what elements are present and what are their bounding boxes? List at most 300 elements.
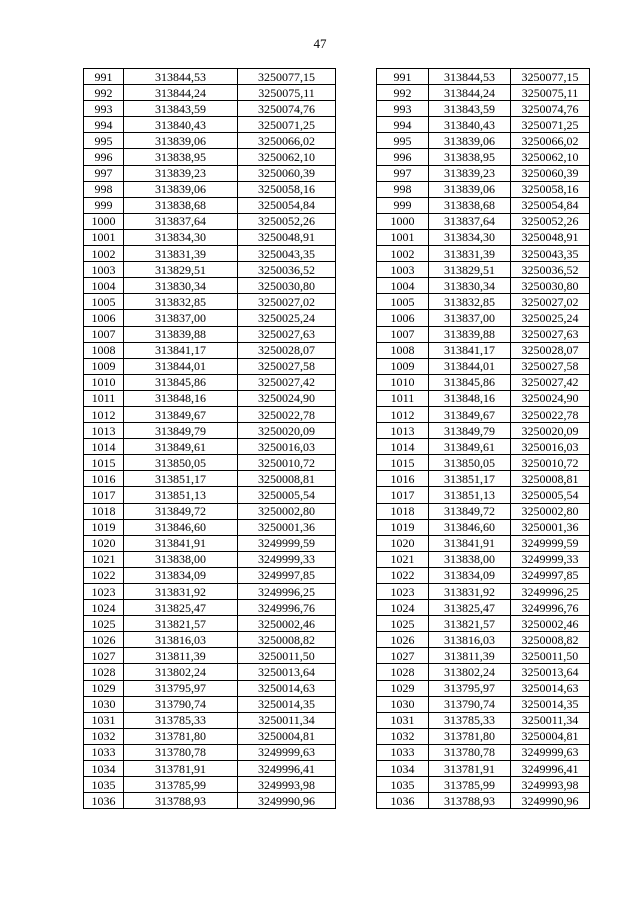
point-number-cell: 1027	[377, 648, 429, 664]
y-coordinate-cell: 3250058,16	[511, 181, 590, 197]
x-coordinate-cell: 313843,59	[429, 101, 511, 117]
y-coordinate-cell: 3250001,36	[238, 519, 336, 535]
point-number-cell: 1016	[377, 471, 429, 487]
y-coordinate-cell: 3250074,76	[238, 101, 336, 117]
y-coordinate-cell: 3250005,54	[238, 487, 336, 503]
point-number-cell: 1005	[84, 294, 124, 310]
x-coordinate-cell: 313849,72	[124, 503, 238, 519]
y-coordinate-cell: 3249997,85	[238, 567, 336, 583]
table-row	[84, 69, 336, 85]
x-coordinate-cell: 313841,91	[429, 535, 511, 551]
x-coordinate-cell: 313785,99	[124, 777, 238, 793]
table-row	[377, 246, 590, 262]
x-coordinate-cell: 313849,72	[429, 503, 511, 519]
y-coordinate-cell: 3250058,16	[238, 181, 336, 197]
table-row	[84, 503, 336, 519]
point-number-cell: 1006	[377, 310, 429, 326]
table-row	[377, 455, 590, 471]
point-number-cell: 1018	[377, 503, 429, 519]
point-number-cell: 1003	[377, 262, 429, 278]
point-number-cell: 1034	[84, 761, 124, 777]
point-number-cell: 1033	[377, 744, 429, 760]
point-number-cell: 1024	[377, 600, 429, 616]
table-row	[84, 197, 336, 213]
x-coordinate-cell: 313821,57	[124, 616, 238, 632]
y-coordinate-cell: 3250027,42	[238, 374, 336, 390]
y-coordinate-cell: 3250005,54	[511, 487, 590, 503]
point-number-cell: 1009	[84, 358, 124, 374]
table-row	[84, 567, 336, 583]
y-coordinate-cell: 3249999,59	[511, 535, 590, 551]
point-number-cell: 998	[84, 181, 124, 197]
table-row	[84, 471, 336, 487]
table-row	[377, 117, 590, 133]
y-coordinate-cell: 3250014,63	[238, 680, 336, 696]
point-number-cell: 997	[377, 165, 429, 181]
point-number-cell: 1008	[84, 342, 124, 358]
point-number-cell: 1004	[84, 278, 124, 294]
x-coordinate-cell: 313831,92	[429, 584, 511, 600]
x-coordinate-cell: 313802,24	[124, 664, 238, 680]
x-coordinate-cell: 313831,92	[124, 584, 238, 600]
table-row	[377, 487, 590, 503]
point-number-cell: 1003	[84, 262, 124, 278]
table-row	[377, 648, 590, 664]
table-row	[377, 551, 590, 567]
table-row	[377, 262, 590, 278]
table-row	[84, 664, 336, 680]
y-coordinate-cell: 3250071,25	[511, 117, 590, 133]
x-coordinate-cell: 313850,05	[124, 455, 238, 471]
point-number-cell: 1034	[377, 761, 429, 777]
y-coordinate-cell: 3250027,42	[511, 374, 590, 390]
point-number-cell: 1023	[84, 584, 124, 600]
x-coordinate-cell: 313785,33	[124, 712, 238, 728]
table-row	[84, 551, 336, 567]
y-coordinate-cell: 3250014,35	[238, 696, 336, 712]
x-coordinate-cell: 313790,74	[124, 696, 238, 712]
y-coordinate-cell: 3250011,50	[511, 648, 590, 664]
point-number-cell: 1024	[84, 600, 124, 616]
y-coordinate-cell: 3250020,09	[511, 423, 590, 439]
y-coordinate-cell: 3250027,02	[238, 294, 336, 310]
point-number-cell: 997	[84, 165, 124, 181]
x-coordinate-cell: 313838,95	[429, 149, 511, 165]
table-row	[84, 744, 336, 760]
point-number-cell: 1030	[84, 696, 124, 712]
table-row	[377, 101, 590, 117]
point-number-cell: 1026	[84, 632, 124, 648]
y-coordinate-cell: 3250043,35	[511, 246, 590, 262]
table-row	[84, 584, 336, 600]
x-coordinate-cell: 313843,59	[124, 101, 238, 117]
point-number-cell: 1022	[84, 567, 124, 583]
y-coordinate-cell: 3250011,34	[238, 712, 336, 728]
x-coordinate-cell: 313781,91	[124, 761, 238, 777]
point-number-cell: 1021	[377, 551, 429, 567]
x-coordinate-cell: 313839,06	[429, 133, 511, 149]
y-coordinate-cell: 3250008,82	[238, 632, 336, 648]
table-row	[377, 406, 590, 422]
table-row	[377, 664, 590, 680]
y-coordinate-cell: 3250054,84	[238, 197, 336, 213]
y-coordinate-cell: 3249999,33	[238, 551, 336, 567]
point-number-cell: 991	[84, 69, 124, 85]
x-coordinate-cell: 313839,06	[124, 133, 238, 149]
table-row	[84, 133, 336, 149]
point-number-cell: 1002	[84, 246, 124, 262]
x-coordinate-cell: 313851,17	[124, 471, 238, 487]
x-coordinate-cell: 313839,06	[124, 181, 238, 197]
x-coordinate-cell: 313829,51	[124, 262, 238, 278]
x-coordinate-cell: 313849,67	[429, 406, 511, 422]
table-row	[377, 149, 590, 165]
point-number-cell: 1015	[377, 455, 429, 471]
point-number-cell: 1009	[377, 358, 429, 374]
x-coordinate-cell: 313834,09	[429, 567, 511, 583]
table-row	[84, 310, 336, 326]
y-coordinate-cell: 3250074,76	[511, 101, 590, 117]
x-coordinate-cell: 313816,03	[124, 632, 238, 648]
table-row	[84, 358, 336, 374]
x-coordinate-cell: 313795,97	[429, 680, 511, 696]
y-coordinate-cell: 3250030,80	[511, 278, 590, 294]
point-number-cell: 999	[84, 197, 124, 213]
point-number-cell: 1000	[84, 213, 124, 229]
table-row	[84, 294, 336, 310]
x-coordinate-cell: 313849,67	[124, 406, 238, 422]
table-row	[377, 342, 590, 358]
point-number-cell: 1016	[84, 471, 124, 487]
table-row	[84, 101, 336, 117]
point-number-cell: 994	[84, 117, 124, 133]
table-row	[84, 117, 336, 133]
table-row	[377, 696, 590, 712]
table-row	[377, 777, 590, 793]
point-number-cell: 1036	[377, 793, 429, 809]
point-number-cell: 993	[377, 101, 429, 117]
y-coordinate-cell: 3250077,15	[238, 69, 336, 85]
point-number-cell: 1013	[84, 423, 124, 439]
coordinates-table-right-body	[377, 69, 590, 809]
table-row	[84, 777, 336, 793]
point-number-cell: 1020	[84, 535, 124, 551]
table-row	[377, 390, 590, 406]
x-coordinate-cell: 313839,88	[124, 326, 238, 342]
y-coordinate-cell: 3250008,81	[511, 471, 590, 487]
table-row	[377, 471, 590, 487]
y-coordinate-cell: 3250025,24	[511, 310, 590, 326]
point-number-cell: 996	[377, 149, 429, 165]
table-row	[84, 278, 336, 294]
y-coordinate-cell: 3250008,82	[511, 632, 590, 648]
y-coordinate-cell: 3250028,07	[511, 342, 590, 358]
table-row	[377, 728, 590, 744]
table-row	[84, 181, 336, 197]
table-row	[377, 374, 590, 390]
table-row	[84, 262, 336, 278]
y-coordinate-cell: 3249996,25	[511, 584, 590, 600]
y-coordinate-cell: 3249990,96	[238, 793, 336, 809]
table-row	[84, 390, 336, 406]
y-coordinate-cell: 3250060,39	[238, 165, 336, 181]
y-coordinate-cell: 3250066,02	[511, 133, 590, 149]
point-number-cell: 1019	[84, 519, 124, 535]
table-row	[377, 213, 590, 229]
x-coordinate-cell: 313780,78	[124, 744, 238, 760]
table-row	[84, 761, 336, 777]
y-coordinate-cell: 3249999,63	[238, 744, 336, 760]
point-number-cell: 996	[84, 149, 124, 165]
x-coordinate-cell: 313838,95	[124, 149, 238, 165]
y-coordinate-cell: 3250022,78	[511, 406, 590, 422]
x-coordinate-cell: 313848,16	[429, 390, 511, 406]
point-number-cell: 1014	[377, 439, 429, 455]
table-row	[84, 712, 336, 728]
x-coordinate-cell: 313849,79	[429, 423, 511, 439]
table-row	[84, 535, 336, 551]
y-coordinate-cell: 3249996,76	[511, 600, 590, 616]
point-number-cell: 1025	[377, 616, 429, 632]
y-coordinate-cell: 3250024,90	[238, 390, 336, 406]
point-number-cell: 1029	[84, 680, 124, 696]
x-coordinate-cell: 313841,17	[429, 342, 511, 358]
y-coordinate-cell: 3250028,07	[238, 342, 336, 358]
y-coordinate-cell: 3250002,80	[238, 503, 336, 519]
x-coordinate-cell: 313846,60	[124, 519, 238, 535]
x-coordinate-cell: 313830,34	[429, 278, 511, 294]
x-coordinate-cell: 313821,57	[429, 616, 511, 632]
x-coordinate-cell: 313781,80	[124, 728, 238, 744]
point-number-cell: 1033	[84, 744, 124, 760]
table-row	[84, 406, 336, 422]
x-coordinate-cell: 313851,13	[124, 487, 238, 503]
x-coordinate-cell: 313795,97	[124, 680, 238, 696]
x-coordinate-cell: 313831,39	[124, 246, 238, 262]
x-coordinate-cell: 313849,61	[429, 439, 511, 455]
x-coordinate-cell: 313816,03	[429, 632, 511, 648]
table-row	[84, 793, 336, 809]
x-coordinate-cell: 313834,30	[429, 229, 511, 245]
x-coordinate-cell: 313831,39	[429, 246, 511, 262]
y-coordinate-cell: 3249996,41	[511, 761, 590, 777]
x-coordinate-cell: 313788,93	[429, 793, 511, 809]
y-coordinate-cell: 3250027,02	[511, 294, 590, 310]
y-coordinate-cell: 3250002,46	[238, 616, 336, 632]
point-number-cell: 998	[377, 181, 429, 197]
point-number-cell: 1025	[84, 616, 124, 632]
y-coordinate-cell: 3250022,78	[238, 406, 336, 422]
y-coordinate-cell: 3250002,80	[511, 503, 590, 519]
y-coordinate-cell: 3250027,63	[511, 326, 590, 342]
x-coordinate-cell: 313845,86	[429, 374, 511, 390]
table-row	[377, 294, 590, 310]
table-row	[377, 69, 590, 85]
point-number-cell: 1011	[84, 390, 124, 406]
point-number-cell: 1023	[377, 584, 429, 600]
y-coordinate-cell: 3250004,81	[511, 728, 590, 744]
x-coordinate-cell: 313834,09	[124, 567, 238, 583]
y-coordinate-cell: 3250013,64	[511, 664, 590, 680]
point-number-cell: 1011	[377, 390, 429, 406]
table-row	[377, 519, 590, 535]
y-coordinate-cell: 3250011,50	[238, 648, 336, 664]
point-number-cell: 1022	[377, 567, 429, 583]
point-number-cell: 1015	[84, 455, 124, 471]
point-number-cell: 1030	[377, 696, 429, 712]
point-number-cell: 992	[377, 85, 429, 101]
table-row	[84, 423, 336, 439]
point-number-cell: 1031	[84, 712, 124, 728]
table-row	[377, 165, 590, 181]
point-number-cell: 1007	[377, 326, 429, 342]
point-number-cell: 1000	[377, 213, 429, 229]
y-coordinate-cell: 3249990,96	[511, 793, 590, 809]
y-coordinate-cell: 3250027,63	[238, 326, 336, 342]
y-coordinate-cell: 3250001,36	[511, 519, 590, 535]
x-coordinate-cell: 313841,91	[124, 535, 238, 551]
x-coordinate-cell: 313846,60	[429, 519, 511, 535]
y-coordinate-cell: 3249997,85	[511, 567, 590, 583]
y-coordinate-cell: 3250013,64	[238, 664, 336, 680]
table-row	[377, 85, 590, 101]
y-coordinate-cell: 3250052,26	[511, 213, 590, 229]
y-coordinate-cell: 3250024,90	[511, 390, 590, 406]
point-number-cell: 1035	[377, 777, 429, 793]
point-number-cell: 1012	[84, 406, 124, 422]
x-coordinate-cell: 313840,43	[429, 117, 511, 133]
table-row	[84, 374, 336, 390]
table-row	[377, 423, 590, 439]
table-row	[377, 133, 590, 149]
x-coordinate-cell: 313844,53	[429, 69, 511, 85]
y-coordinate-cell: 3250010,72	[238, 455, 336, 471]
point-number-cell: 1035	[84, 777, 124, 793]
table-row	[84, 455, 336, 471]
y-coordinate-cell: 3249999,59	[238, 535, 336, 551]
x-coordinate-cell: 313839,23	[124, 165, 238, 181]
point-number-cell: 1006	[84, 310, 124, 326]
x-coordinate-cell: 313838,68	[429, 197, 511, 213]
table-row	[377, 632, 590, 648]
y-coordinate-cell: 3250036,52	[511, 262, 590, 278]
y-coordinate-cell: 3250071,25	[238, 117, 336, 133]
point-number-cell: 1021	[84, 551, 124, 567]
x-coordinate-cell: 313848,16	[124, 390, 238, 406]
y-coordinate-cell: 3250054,84	[511, 197, 590, 213]
point-number-cell: 995	[84, 133, 124, 149]
table-row	[84, 229, 336, 245]
y-coordinate-cell: 3249993,98	[238, 777, 336, 793]
x-coordinate-cell: 313849,61	[124, 439, 238, 455]
y-coordinate-cell: 3249996,76	[238, 600, 336, 616]
point-number-cell: 1029	[377, 680, 429, 696]
point-number-cell: 1018	[84, 503, 124, 519]
x-coordinate-cell: 313837,00	[124, 310, 238, 326]
x-coordinate-cell: 313837,00	[429, 310, 511, 326]
table-row	[377, 712, 590, 728]
point-number-cell: 1028	[84, 664, 124, 680]
x-coordinate-cell: 313785,33	[429, 712, 511, 728]
x-coordinate-cell: 313832,85	[429, 294, 511, 310]
x-coordinate-cell: 313788,93	[124, 793, 238, 809]
y-coordinate-cell: 3250027,58	[511, 358, 590, 374]
x-coordinate-cell: 313834,30	[124, 229, 238, 245]
table-row	[84, 213, 336, 229]
x-coordinate-cell: 313825,47	[124, 600, 238, 616]
point-number-cell: 1012	[377, 406, 429, 422]
x-coordinate-cell: 313845,86	[124, 374, 238, 390]
point-number-cell: 1001	[84, 229, 124, 245]
table-row	[377, 358, 590, 374]
table-row	[377, 744, 590, 760]
point-number-cell: 1032	[377, 728, 429, 744]
x-coordinate-cell: 313838,00	[429, 551, 511, 567]
y-coordinate-cell: 3250002,46	[511, 616, 590, 632]
x-coordinate-cell: 313825,47	[429, 600, 511, 616]
point-number-cell: 1028	[377, 664, 429, 680]
coordinates-table-left	[83, 68, 336, 809]
y-coordinate-cell: 3250077,15	[511, 69, 590, 85]
table-row	[84, 519, 336, 535]
x-coordinate-cell: 313785,99	[429, 777, 511, 793]
point-number-cell: 1001	[377, 229, 429, 245]
y-coordinate-cell: 3250008,81	[238, 471, 336, 487]
table-row	[377, 197, 590, 213]
coordinates-table-left-body	[84, 69, 336, 809]
point-number-cell: 992	[84, 85, 124, 101]
table-row	[84, 696, 336, 712]
table-row	[377, 761, 590, 777]
y-coordinate-cell: 3250075,11	[238, 85, 336, 101]
table-row	[377, 310, 590, 326]
x-coordinate-cell: 313839,23	[429, 165, 511, 181]
point-number-cell: 994	[377, 117, 429, 133]
x-coordinate-cell: 313851,17	[429, 471, 511, 487]
y-coordinate-cell: 3250036,52	[238, 262, 336, 278]
y-coordinate-cell: 3250010,72	[511, 455, 590, 471]
x-coordinate-cell: 313851,13	[429, 487, 511, 503]
table-row	[84, 326, 336, 342]
y-coordinate-cell: 3249993,98	[511, 777, 590, 793]
x-coordinate-cell: 313841,17	[124, 342, 238, 358]
y-coordinate-cell: 3250025,24	[238, 310, 336, 326]
x-coordinate-cell: 313829,51	[429, 262, 511, 278]
table-row	[377, 278, 590, 294]
table-row	[377, 326, 590, 342]
x-coordinate-cell: 313811,39	[124, 648, 238, 664]
y-coordinate-cell: 3250043,35	[238, 246, 336, 262]
y-coordinate-cell: 3249996,41	[238, 761, 336, 777]
y-coordinate-cell: 3250048,91	[238, 229, 336, 245]
x-coordinate-cell: 313781,91	[429, 761, 511, 777]
point-number-cell: 1007	[84, 326, 124, 342]
point-number-cell: 1031	[377, 712, 429, 728]
x-coordinate-cell: 313838,00	[124, 551, 238, 567]
y-coordinate-cell: 3249999,33	[511, 551, 590, 567]
table-row	[377, 181, 590, 197]
table-row	[84, 680, 336, 696]
point-number-cell: 999	[377, 197, 429, 213]
coordinates-table-right	[376, 68, 590, 809]
table-row	[377, 600, 590, 616]
table-row	[377, 584, 590, 600]
table-row	[84, 616, 336, 632]
x-coordinate-cell: 313839,88	[429, 326, 511, 342]
x-coordinate-cell: 313839,06	[429, 181, 511, 197]
x-coordinate-cell: 313844,24	[429, 85, 511, 101]
point-number-cell: 1005	[377, 294, 429, 310]
